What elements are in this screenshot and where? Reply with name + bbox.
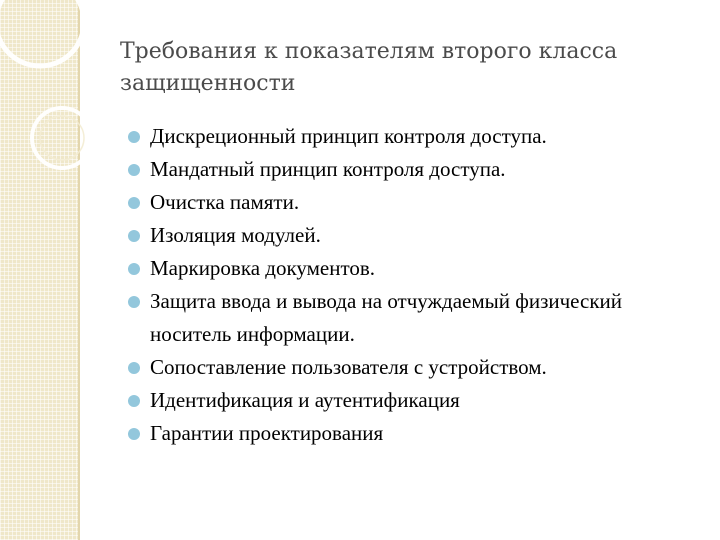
bullet-icon xyxy=(128,428,140,440)
list-item-text: Идентификация и аутентификация xyxy=(150,388,460,412)
bullet-icon xyxy=(128,263,140,275)
list-item-text: Изоляция модулей. xyxy=(150,223,321,247)
list-item xyxy=(128,120,708,153)
bullet-icon xyxy=(128,197,140,209)
circle-ornament-icon xyxy=(0,0,110,200)
slide-title-line-2: защищенности xyxy=(120,71,296,96)
list-item xyxy=(128,417,708,450)
list-item xyxy=(128,351,708,384)
requirements-list xyxy=(128,120,708,450)
list-item xyxy=(128,153,708,186)
bullet-icon xyxy=(128,131,140,143)
list-item-text: Сопоставление пользователя с устройством. xyxy=(150,355,547,379)
bullet-icon xyxy=(128,395,140,407)
list-item-text: Мандатный принцип контроля доступа. xyxy=(150,157,506,181)
bullet-icon xyxy=(128,230,140,242)
bullet-icon xyxy=(128,296,140,308)
list-item xyxy=(128,186,708,219)
slide-title-line-1: Требования к показателям второго класса xyxy=(120,39,618,64)
list-item xyxy=(128,219,708,252)
bullet-icon xyxy=(128,362,140,374)
list-item xyxy=(128,252,708,285)
list-item-text: Защита ввода и вывода на отчуждаемый физический носитель информации. xyxy=(150,289,623,346)
list-item xyxy=(128,384,708,417)
list-item-text: Дискреционный принцип контроля доступа. xyxy=(150,124,547,148)
list-item xyxy=(128,285,708,351)
bullet-icon xyxy=(128,164,140,176)
list-item-text: Маркировка документов. xyxy=(150,256,376,280)
list-item-text: Очистка памяти. xyxy=(150,190,300,214)
list-item-text: Гарантии проектирования xyxy=(150,421,384,445)
slide-title xyxy=(120,36,680,100)
